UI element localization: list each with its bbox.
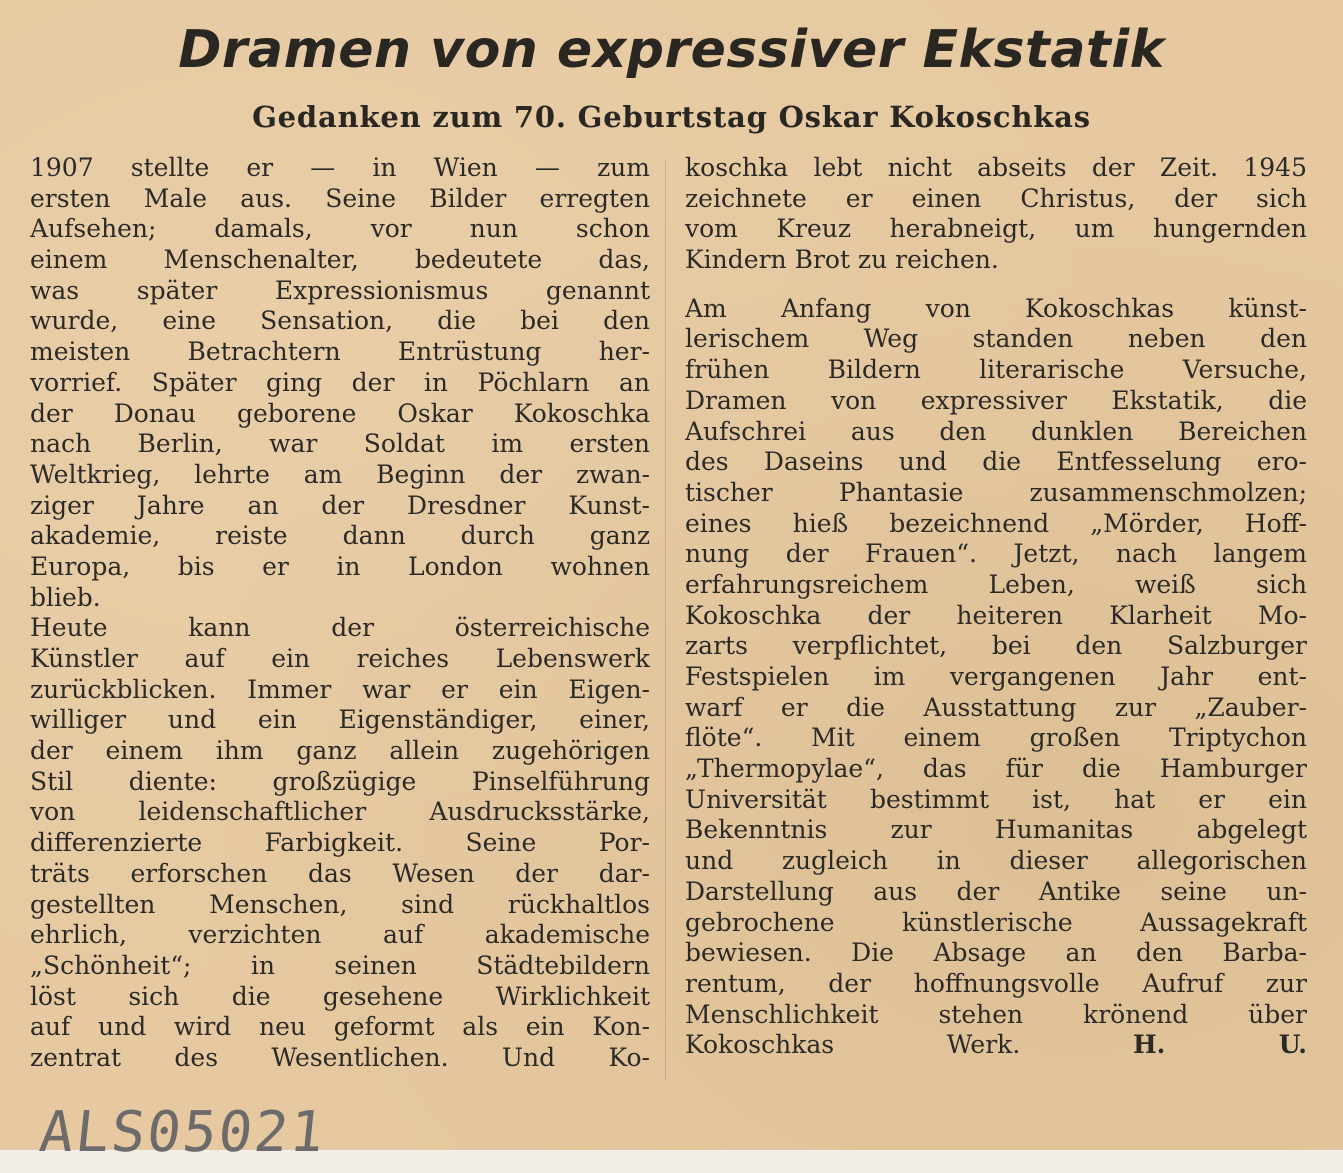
text-line: Europa, bis er in London wohnen: [30, 551, 650, 581]
text-line: rentum, der hoffnungsvolle Aufruf zur: [685, 968, 1307, 998]
text-line: Heute kann der österreichische: [30, 613, 650, 643]
text-line: Darstellung aus der Antike seine un-: [685, 876, 1307, 906]
text-line: Aufschrei aus den dunklen Bereichen: [685, 416, 1307, 446]
text-line: Festspielen im vergangenen Jahr ent-: [685, 662, 1307, 691]
text-line: zarts verpflichtet, bei den Salzburger: [685, 631, 1307, 661]
text-line: nung der Frauen“. Jetzt, nach langem: [685, 539, 1307, 569]
text-line: Weltkrieg, lehrte am Beginn der zwan-: [30, 459, 650, 489]
text-line: tischer Phantasie zusammenschmolzen;: [685, 477, 1307, 507]
text-line: „Schönheit“; in seinen Städtebildern: [30, 950, 650, 980]
text-line: vom Kreuz herabneigt, um hungernden: [685, 214, 1307, 244]
text-line: Bekenntnis zur Humanitas abgelegt: [685, 815, 1307, 845]
article-headline: Dramen von expressiver Ekstatik: [178, 20, 1165, 80]
text-line: zentrat des Wesentlichen. Und Ko-: [30, 1042, 650, 1072]
paragraph-gap: [685, 276, 1307, 294]
text-line: Künstler auf ein reiches Lebenswerk: [30, 644, 650, 673]
text-line: blieb.: [30, 582, 101, 612]
text-line: wurde, eine Sensation, die bei den: [30, 306, 650, 336]
text-line: der Donau geborene Oskar Kokoschka: [30, 398, 650, 428]
text-line: williger und ein Eigenständiger, einer,: [30, 705, 650, 735]
text-line: warf er die Ausstattung zur „Zauber-: [685, 692, 1307, 722]
article-column-right: [685, 153, 1307, 1061]
text-line: frühen Bildern literarische Versuche,: [685, 355, 1307, 385]
text-line: Menschlichkeit stehen krönend über: [685, 999, 1307, 1029]
text-line: zurückblicken. Immer war er ein Eigen-: [30, 674, 650, 704]
text-line: nach Berlin, war Soldat im ersten: [30, 429, 650, 459]
text-line: der einem ihm ganz allein zugehörigen: [30, 736, 650, 766]
archive-stamp: ALS05021: [36, 1100, 330, 1165]
text-line: Universität bestimmt ist, hat er ein: [685, 784, 1307, 814]
text-line: Kindern Brot zu reichen.: [685, 245, 999, 275]
text-line: auf und wird neu geformt als ein Kon-: [30, 1012, 650, 1042]
text-line: löst sich die gesehene Wirklichkeit: [30, 981, 650, 1011]
text-line: koschka lebt nicht abseits der Zeit. 1945: [685, 153, 1307, 182]
text-line: träts erforschen das Wesen der dar-: [30, 858, 650, 888]
text-line: „Thermopylae“, das für die Hamburger: [685, 754, 1307, 784]
text-line: flöte“. Mit einem großen Triptychon: [685, 723, 1307, 753]
text-line: akademie, reiste dann durch ganz: [30, 521, 650, 551]
text-line: gestellten Menschen, sind rückhaltlos: [30, 889, 650, 919]
text-line: bewiesen. Die Absage an den Barba-: [685, 938, 1307, 968]
text-line: lerischem Weg standen neben den: [685, 324, 1307, 354]
text-line: eines hieß bezeichnend „Mörder, Hoff-: [685, 508, 1307, 538]
text-line: Dramen von expressiver Ekstatik, die: [685, 385, 1307, 415]
text-line: Stil diente: großzügige Pinselführung: [30, 766, 650, 796]
text-line: differenzierte Farbigkeit. Seine Por-: [30, 828, 650, 858]
text-line: 1907 stellte er — in Wien — zum: [30, 153, 650, 182]
column-divider: [665, 160, 666, 1080]
text-line: meisten Betrachtern Entrüstung her-: [30, 337, 650, 367]
text-line: einem Menschenalter, bedeutete das,: [30, 245, 650, 275]
text-line: ehrlich, verzichten auf akademische: [30, 920, 650, 950]
author-signature: H. U.: [1132, 1030, 1307, 1060]
text-line: ersten Male aus. Seine Bilder erregten: [30, 183, 650, 213]
article-column-left: [30, 153, 650, 1074]
text-line: vorrief. Später ging der in Pöchlarn an: [30, 367, 650, 397]
text-line: und zugleich in dieser allegorischen: [685, 846, 1307, 876]
text-line: Aufsehen; damals, vor nun schon: [30, 214, 650, 244]
text-line: Kokoschka der heiteren Klarheit Mo-: [685, 600, 1307, 630]
text-line: ziger Jahre an der Dresdner Kunst-: [30, 490, 650, 520]
text-line: gebrochene künstlerische Aussagekraft: [685, 907, 1307, 937]
text-line: Am Anfang von Kokoschkas künst-: [685, 293, 1307, 323]
closing-line: [685, 1030, 1307, 1061]
text-line: von leidenschaftlicher Ausdrucksstärke,: [30, 797, 650, 827]
text-line: des Daseins und die Entfesselung ero-: [685, 447, 1307, 477]
text-line: zeichnete er einen Christus, der sich: [685, 183, 1307, 213]
text-line: was später Expressionismus genannt: [30, 275, 650, 305]
text-line: erfahrungsreichem Leben, weiß sich: [685, 569, 1307, 599]
closing-text: Kokoschkas Werk.: [685, 1030, 1021, 1060]
article-subheadline: Gedanken zum 70. Geburtstag Oskar Kokoschkas: [252, 100, 1091, 134]
